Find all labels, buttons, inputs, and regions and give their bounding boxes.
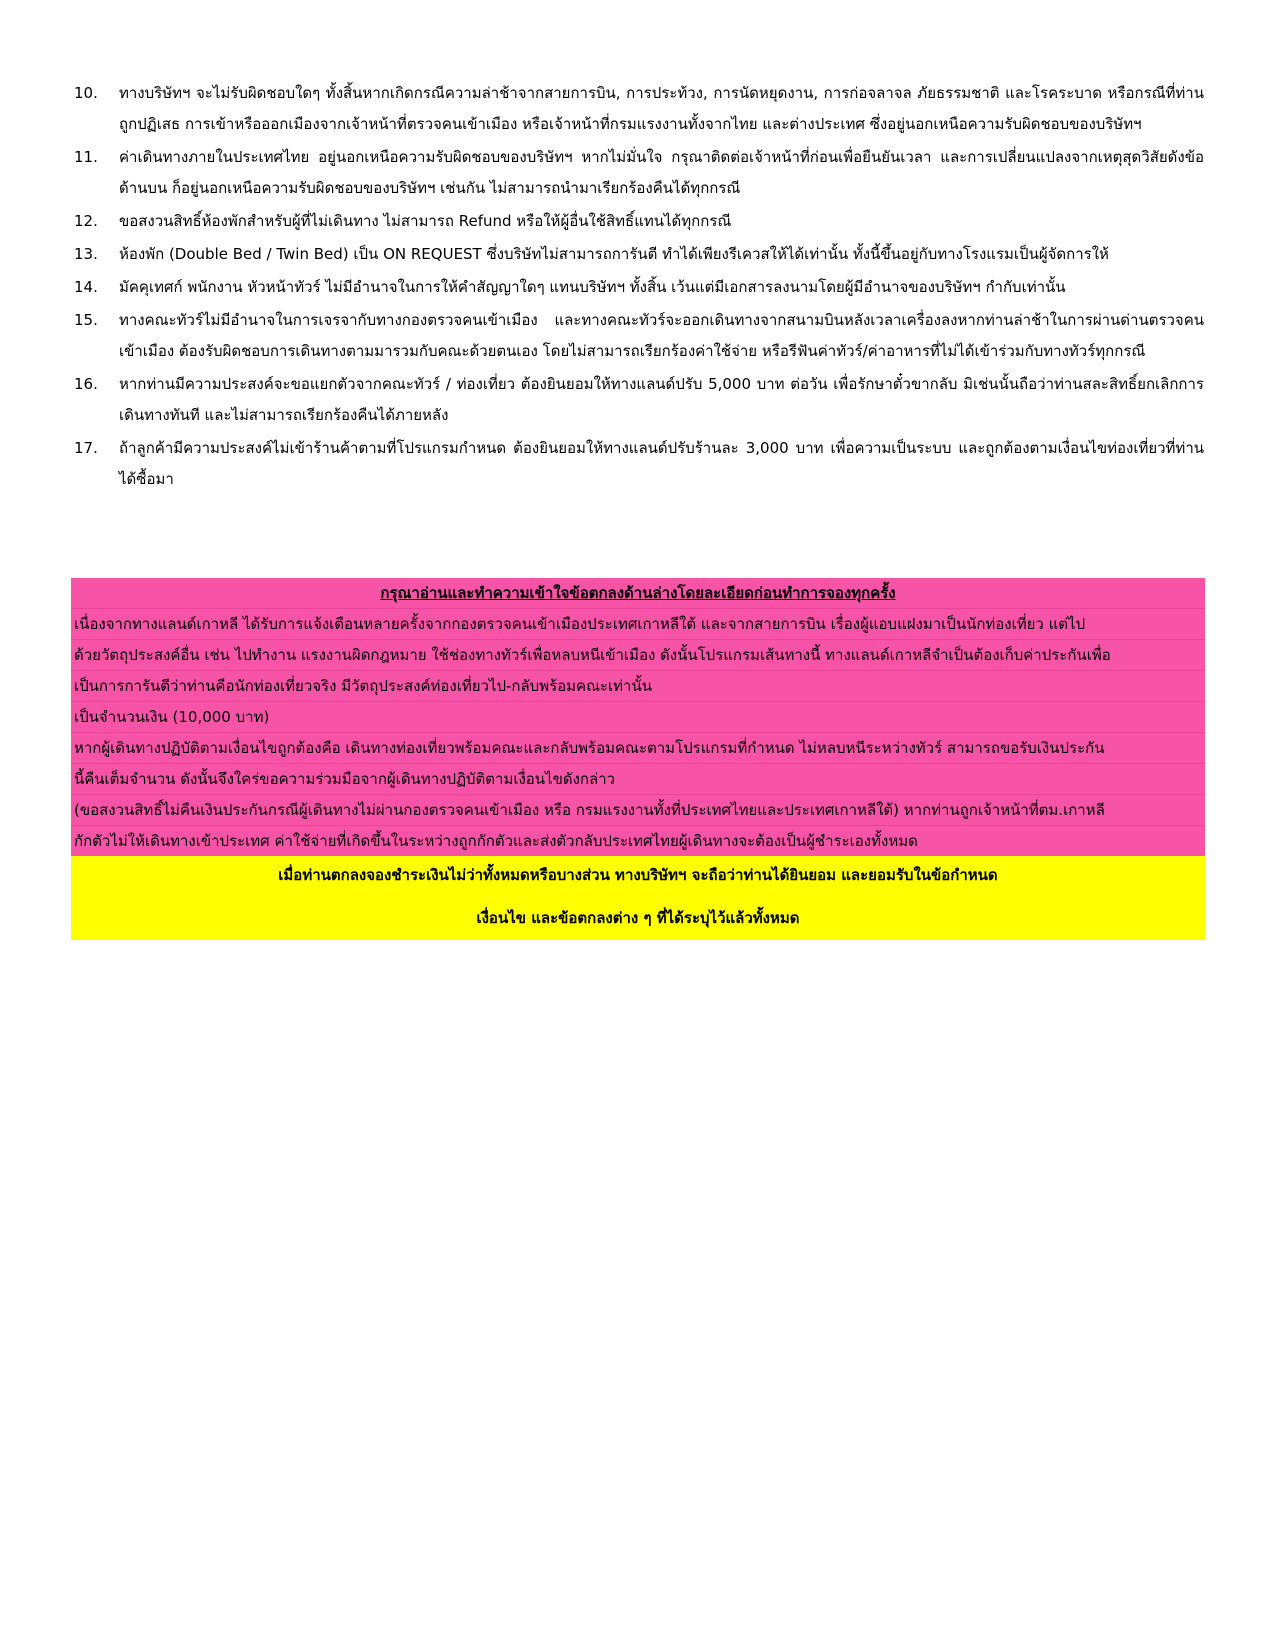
deposit-notice-box: [71, 578, 1205, 856]
term-number: 10.: [74, 84, 98, 102]
term-text: ถ้าลูกค้ามีความประสงค์ไม่เข้าร้านค้าตามที่โปรแกรมกำหนด ต้องยินยอมให้ทางแลนด์ปรับร้านละ 3,000 บาท เพื่อความเป็นระบบ และถูกต้องตามเงื่อนไขท่องเที่ยวที่ท่านได้ซื้อมา: [119, 439, 1204, 488]
term-item: [74, 142, 1204, 204]
term-number: 15.: [74, 311, 98, 329]
term-number: 12.: [74, 212, 98, 230]
term-number: 14.: [74, 278, 98, 296]
notice-line: เนื่องจากทางแลนด์เกาหลี ได้รับการแจ้งเตือนหลายครั้งจากกองตรวจคนเข้าเมืองประเทศเกาหลีใต้ และจากสายการบิน เรื่องผู้แอบแฝงมาเป็นนักท่องเที่ยว แต่ไป: [71, 608, 1205, 639]
notice-line: นี้คืนเต็มจำนวน ดังนั้นจึงใคร่ขอความร่วมมือจากผู้เดินทางปฏิบัติตามเงื่อนไขดังกล่าว: [71, 763, 1205, 794]
term-number: 17.: [74, 439, 98, 457]
term-number: 11.: [74, 148, 98, 166]
term-text: ขอสงวนสิทธิ์ห้องพักสำหรับผู้ที่ไม่เดินทาง ไม่สามารถ Refund หรือให้ผู้อื่นใช้สิทธิ์แทนได้ทุกกรณี: [119, 212, 732, 230]
term-text: ทางคณะทัวร์ไม่มีอำนาจในการเจรจากับทางกองตรวจคนเข้าเมือง และทางคณะทัวร์จะออกเดินทางจากสนามบินหลังเวลาเครื่องลงหากท่านล่าช้าในการผ่านด่านตรวจคนเข้าเมือง ต้องรับผิดชอบการเดินทางตามมารวมกับคณะด้วยตนเอง โดยไม่สามารถเรียกร้องค่าใช้จ่าย หรือรีฟันค่าทัวร์/ค่าอาหารที่ไม่ได้เข้าร่วมกับทางทัวร์ทุกกรณี: [119, 311, 1204, 360]
notice-line: ด้วยวัตถุประสงค์อื่น เช่น ไปทำงาน แรงงานผิดกฎหมาย ใช้ช่องทางทัวร์เพื่อหลบหนีเข้าเมือง ดังนั้นโปรแกรมเส้นทางนี้ ทางแลนด์เกาหลีจำเป็นต้องเก็บค่าประกันเพื่อ: [71, 639, 1205, 670]
term-item: [74, 369, 1204, 431]
notice-heading: กรุณาอ่านและทำความเข้าใจข้อตกลงด้านล่างโดยละเอียดก่อนทำการจองทุกครั้ง: [380, 584, 896, 602]
booking-notice: [71, 578, 1205, 940]
acceptance-line-2: เงื่อนไข และข้อตกลงต่าง ๆ ที่ได้ระบุไว้แล้วทั้งหมด: [476, 909, 800, 927]
term-item: [74, 433, 1204, 495]
terms-list: [74, 78, 1204, 497]
term-item: [74, 239, 1204, 270]
notice-line: กักตัวไม่ให้เดินทางเข้าประเทศ ค่าใช้จ่ายที่เกิดขึ้นในระหว่างถูกกักตัวและส่งตัวกลับประเทศไทยผู้เดินทางจะต้องเป็นผู้ชำระเองทั้งหมด: [71, 825, 1205, 856]
term-text: ห้องพัก (Double Bed / Twin Bed) เป็น ON REQUEST ซึ่งบริษัทไม่สามารถการันตี ทำได้เพียงรีเควสให้ได้เท่านั้น ทั้งนี้ขึ้นอยู่กับทางโรงแรมเป็นผู้จัดการให้: [119, 245, 1109, 263]
deposit-amount: เป็นจำนวนเงิน (10,000 บาท): [71, 701, 1205, 732]
acceptance-line-1: เมื่อท่านตกลงจองชำระเงินไม่ว่าทั้งหมดหรือบางส่วน ทางบริษัทฯ จะถือว่าท่านได้ยินยอม และยอมรับในข้อกำหนด: [278, 866, 998, 884]
term-number: 16.: [74, 375, 98, 393]
notice-line: หากผู้เดินทางปฏิบัติตามเงื่อนไขถูกต้องคือ เดินทางท่องเที่ยวพร้อมคณะและกลับพร้อมคณะตามโปรแกรมที่กำหนด ไม่หลบหนีระหว่างทัวร์ สามารถขอรับเงินประกัน: [71, 732, 1205, 763]
term-text: ค่าเดินทางภายในประเทศไทย อยู่นอกเหนือความรับผิดชอบของบริษัทฯ หากไม่มั่นใจ กรุณาติดต่อเจ้าหน้าที่ก่อนเพื่อยืนยันเวลา และการเปลี่ยนแปลงจากเหตุสุดวิสัยดังข้อด้านบน ก็อยู่นอกเหนือความรับผิดชอบของบริษัทฯ เช่นกัน ไม่สามารถนำมาเรียกร้องคืนได้ทุกกรณี: [119, 148, 1204, 197]
term-item: [74, 78, 1204, 140]
term-item: [74, 305, 1204, 367]
acceptance-box: [71, 856, 1205, 940]
notice-line: เป็นการการันตีว่าท่านคือนักท่องเที่ยวจริง มีวัตถุประสงค์ท่องเที่ยวไป-กลับพร้อมคณะเท่านั้น: [71, 670, 1205, 701]
term-item: [74, 272, 1204, 303]
term-item: [74, 206, 1204, 237]
term-text: มัคคุเทศก์ พนักงาน หัวหน้าทัวร์ ไม่มีอำนาจในการให้คำสัญญาใดๆ แทนบริษัทฯ ทั้งสิ้น เว้นแต่มีเอกสารลงนามโดยผู้มีอำนาจของบริษัทฯ กำกับเท่านั้น: [119, 278, 1066, 296]
notice-line: (ขอสงวนสิทธิ์ไม่คืนเงินประกันกรณีผู้เดินทางไม่ผ่านกองตรวจคนเข้าเมือง หรือ กรมแรงงานทั้งที่ประเทศไทยและประเทศเกาหลีใต้) หากท่านถูกเจ้าหน้าที่ตม.เกาหลี: [71, 794, 1205, 825]
term-text: หากท่านมีความประสงค์จะขอแยกตัวจากคณะทัวร์ / ท่องเที่ยว ต้องยินยอมให้ทางแลนด์ปรับ 5,000 บาท ต่อวัน เพื่อรักษาตั๋วขากลับ มิเช่นนั้นถือว่าท่านสละสิทธิ์ยกเลิกการเดินทางทันที และไม่สามารถเรียกร้องคืนได้ภายหลัง: [119, 375, 1204, 424]
term-text: ทางบริษัทฯ จะไม่รับผิดชอบใดๆ ทั้งสิ้นหากเกิดกรณีความล่าช้าจากสายการบิน, การประท้วง, การนัดหยุดงาน, การก่อจลาจล ภัยธรรมชาติ และโรคระบาด หรือกรณีที่ท่านถูกปฏิเสธ การเข้าหรือออกเมืองจากเจ้าหน้าที่ตรวจคนเข้าเมือง หรือเจ้าหน้าที่กรมแรงงานทั้งจากไทย และต่างประเทศ ซึ่งอยู่นอกเหนือความรับผิดชอบของบริษัทฯ: [119, 84, 1204, 133]
term-number: 13.: [74, 245, 98, 263]
